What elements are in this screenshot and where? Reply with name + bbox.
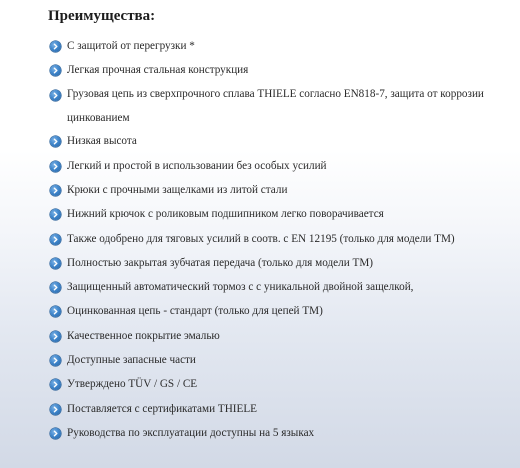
- feature-text: Легкая прочная стальная конструкция: [67, 64, 249, 77]
- chevron-right-icon: [50, 234, 61, 245]
- feature-text: Грузовая цепь из сверхпрочного сплава THIELE согласно EN818-7, защита от коррозии цинкованием: [67, 88, 484, 124]
- list-item: [50, 158, 515, 174]
- feature-list: [50, 38, 515, 449]
- chevron-right-icon: [50, 331, 61, 342]
- chevron-right-icon: [50, 282, 61, 293]
- list-item: [50, 376, 515, 392]
- list-item: [50, 328, 515, 344]
- feature-text: Полностью закрытая зубчатая передача (только для модели TM): [67, 256, 373, 269]
- list-item: [50, 255, 515, 271]
- feature-text: Крюки с прочными защелками из литой стали: [67, 183, 288, 196]
- chevron-right-icon: [50, 428, 61, 439]
- list-item: [50, 303, 515, 319]
- chevron-right-icon: [50, 136, 61, 147]
- feature-text: Защищенный автоматический тормоз с с уникальной двойной защелкой,: [67, 281, 414, 294]
- feature-text: Поставляется с сертификатами THIELE: [67, 402, 257, 415]
- feature-text: Оцинкованная цепь - стандарт (только для цепей TM): [67, 305, 323, 318]
- chevron-right-icon: [50, 258, 61, 269]
- feature-text: Нижний крючок с роликовым подшипником легко поворачивается: [67, 208, 384, 221]
- feature-text: Легкий и простой в использовании без особых усилий: [67, 159, 327, 172]
- list-item: [50, 279, 515, 295]
- list-item: [50, 401, 515, 417]
- list-item: [50, 206, 515, 222]
- list-item: [50, 133, 515, 149]
- list-item: [50, 425, 515, 441]
- feature-text: Качественное покрытие эмалью: [67, 329, 220, 342]
- chevron-right-icon: [50, 379, 61, 390]
- list-item: [50, 182, 515, 198]
- chevron-right-icon: [50, 90, 61, 101]
- feature-text: Доступные запасные части: [67, 354, 196, 367]
- list-item: [50, 62, 515, 78]
- chevron-right-icon: [50, 355, 61, 366]
- chevron-right-icon: [50, 185, 61, 196]
- list-item: [50, 231, 515, 247]
- chevron-right-icon: [50, 404, 61, 415]
- chevron-right-icon: [50, 65, 61, 76]
- section-heading: Преимущества:: [48, 8, 156, 24]
- feature-text: Утверждено TÜV / GS / CE: [67, 378, 198, 391]
- list-item: [50, 352, 515, 368]
- feature-text: Низкая высота: [67, 135, 137, 148]
- feature-text: Также одобрено для тяговых усилий в соотв. с EN 12195 (только для модели TM): [67, 232, 455, 245]
- chevron-right-icon: [50, 161, 61, 172]
- feature-text: Руководства по эксплуатации доступны на 5 языках: [67, 426, 315, 439]
- feature-text: С защитой от перегрузки *: [67, 40, 195, 52]
- list-item: [50, 83, 515, 130]
- chevron-right-icon: [50, 209, 61, 220]
- list-item: [50, 38, 515, 54]
- chevron-right-icon: [50, 41, 61, 52]
- chevron-right-icon: [50, 306, 61, 317]
